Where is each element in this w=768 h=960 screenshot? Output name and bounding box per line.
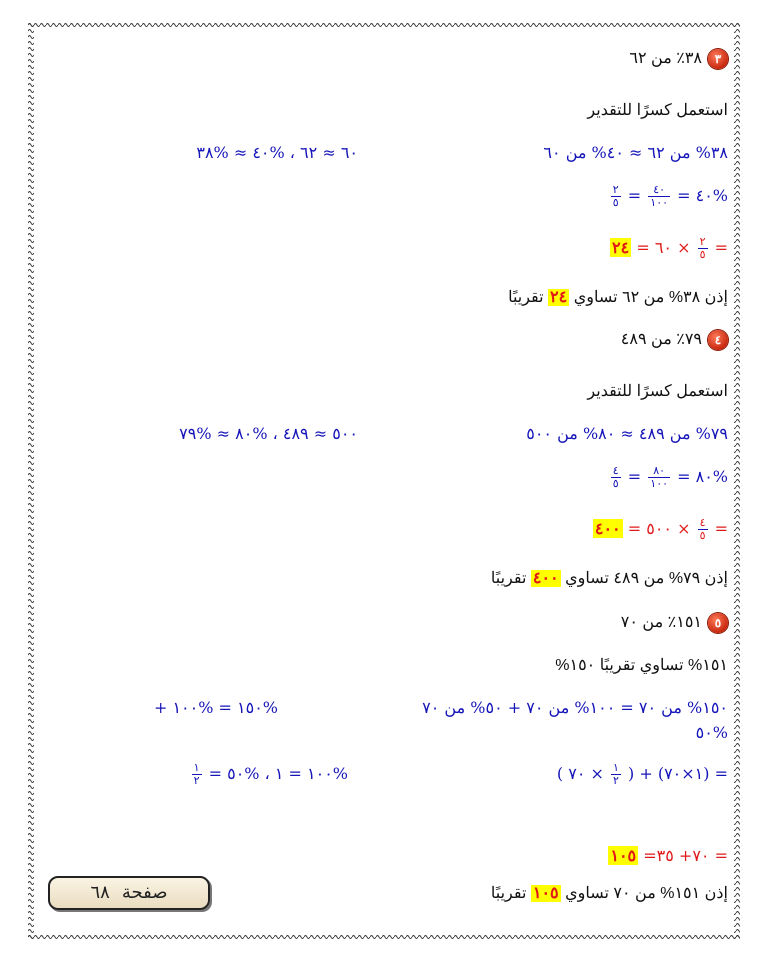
answer-highlight: ٤٠٠ xyxy=(532,570,559,587)
page-label: صفحة xyxy=(121,882,168,903)
problem-5-header: ٥١٥١٪ من ٧٠ xyxy=(621,612,728,634)
problem-5-line2-cont: %٥٠ xyxy=(695,723,728,742)
problem-4-mult-step: = $\frac{٤}{٥}$ × ٥٠٠ = ٤٠٠ xyxy=(594,516,728,542)
answer-highlight: ٤٠٠ xyxy=(594,519,621,538)
fraction: $\frac{٤}{٥}$ xyxy=(699,516,706,542)
page-number-badge xyxy=(48,876,210,910)
fraction: $\frac{٢}{٥}$ xyxy=(612,183,619,209)
problem-3-step1-left: ٣٨% من ٦٢ ≈ ٤٠% من ٦٠ xyxy=(543,143,728,162)
answer-highlight: ٢٤ xyxy=(612,238,630,257)
problem-5-line3-right: %١٠٠ = ١ ، %٥٠ = $\frac{١}{٢}$ xyxy=(193,761,348,787)
problem-5-line1: ١٥١% تساوي تقريبًا ١٥٠% xyxy=(555,657,728,674)
answer-highlight: ١٠٥ xyxy=(532,885,559,902)
fraction: $\frac{١}{٢}$ xyxy=(613,761,619,787)
problem-5-conclusion: إذن ١٥١% من ٧٠ تساوي ١٠٥ تقريبًا xyxy=(490,885,728,902)
fraction: $\frac{٨٠}{١٠٠}$ xyxy=(650,464,669,490)
problem-number-badge: ٣ xyxy=(708,49,728,69)
problem-3-header: ٣٣٨٪ من ٦٢ xyxy=(629,48,728,70)
problem-4-step1-right: ٥٠٠ ≈ ٤٨٩ ، %٨٠ ≈ %٧٩ xyxy=(179,424,358,443)
problem-5-line2-left: ١٥٠% من ٧٠ = ١٠٠% من ٧٠ + ٥٠% من ٧٠ xyxy=(422,698,728,717)
problem-4-header: ٤٧٩٪ من ٤٨٩ xyxy=(621,329,728,351)
problem-4-step1-left: ٧٩% من ٤٨٩ ≈ ٨٠% من ٥٠٠ xyxy=(526,424,728,443)
problem-4-conclusion: إذن ٧٩% من ٤٨٩ تساوي ٤٠٠ تقريبًا xyxy=(490,570,728,587)
problem-3-conclusion: إذن ٣٨% من ٦٢ تساوي ٢٤ تقريبًا xyxy=(508,289,728,306)
problem-number-badge: ٤ xyxy=(708,330,728,350)
answer-highlight: ٢٤ xyxy=(550,289,568,306)
problem-number-badge: ٥ xyxy=(708,613,728,633)
fraction: $\frac{٤}{٥}$ xyxy=(612,464,619,490)
problem-3-fraction-step: %٤٠ = $\frac{٤٠}{١٠٠}$ = $\frac{٢}{٥}$ xyxy=(612,183,728,209)
answer-highlight: ١٠٥ xyxy=(610,846,637,865)
problem-5-line2-right: %١٥٠ = %١٠٠ + xyxy=(153,698,278,717)
fraction: $\frac{٤٠}{١٠٠}$ xyxy=(650,183,669,209)
problem-4-instruction: استعمل كسرًا للتقدير xyxy=(587,383,728,400)
problem-4-fraction-step: %٨٠ = $\frac{٨٠}{١٠٠}$ = $\frac{٤}{٥}$ xyxy=(612,464,728,490)
fraction: $\frac{١}{٢}$ xyxy=(193,761,200,787)
fraction: $\frac{٢}{٥}$ xyxy=(699,235,706,261)
problem-5-line3-left: = (١×٧٠) + ( $\frac{١}{٢}$ × ٧٠ ) xyxy=(556,761,728,787)
problem-3-instruction: استعمل كسرًا للتقدير xyxy=(587,102,728,119)
page-number: ٦٨ xyxy=(90,882,110,903)
problem-3-mult-step: = $\frac{٢}{٥}$ × ٦٠ = ٢٤ xyxy=(612,235,728,261)
problem-3-step1-right: ٦٠ ≈ ٦٢ ، %٤٠ ≈ %٣٨ xyxy=(196,143,358,162)
problem-5-line4: = ٧٠+ ٣٥= ١٠٥ xyxy=(610,846,728,865)
